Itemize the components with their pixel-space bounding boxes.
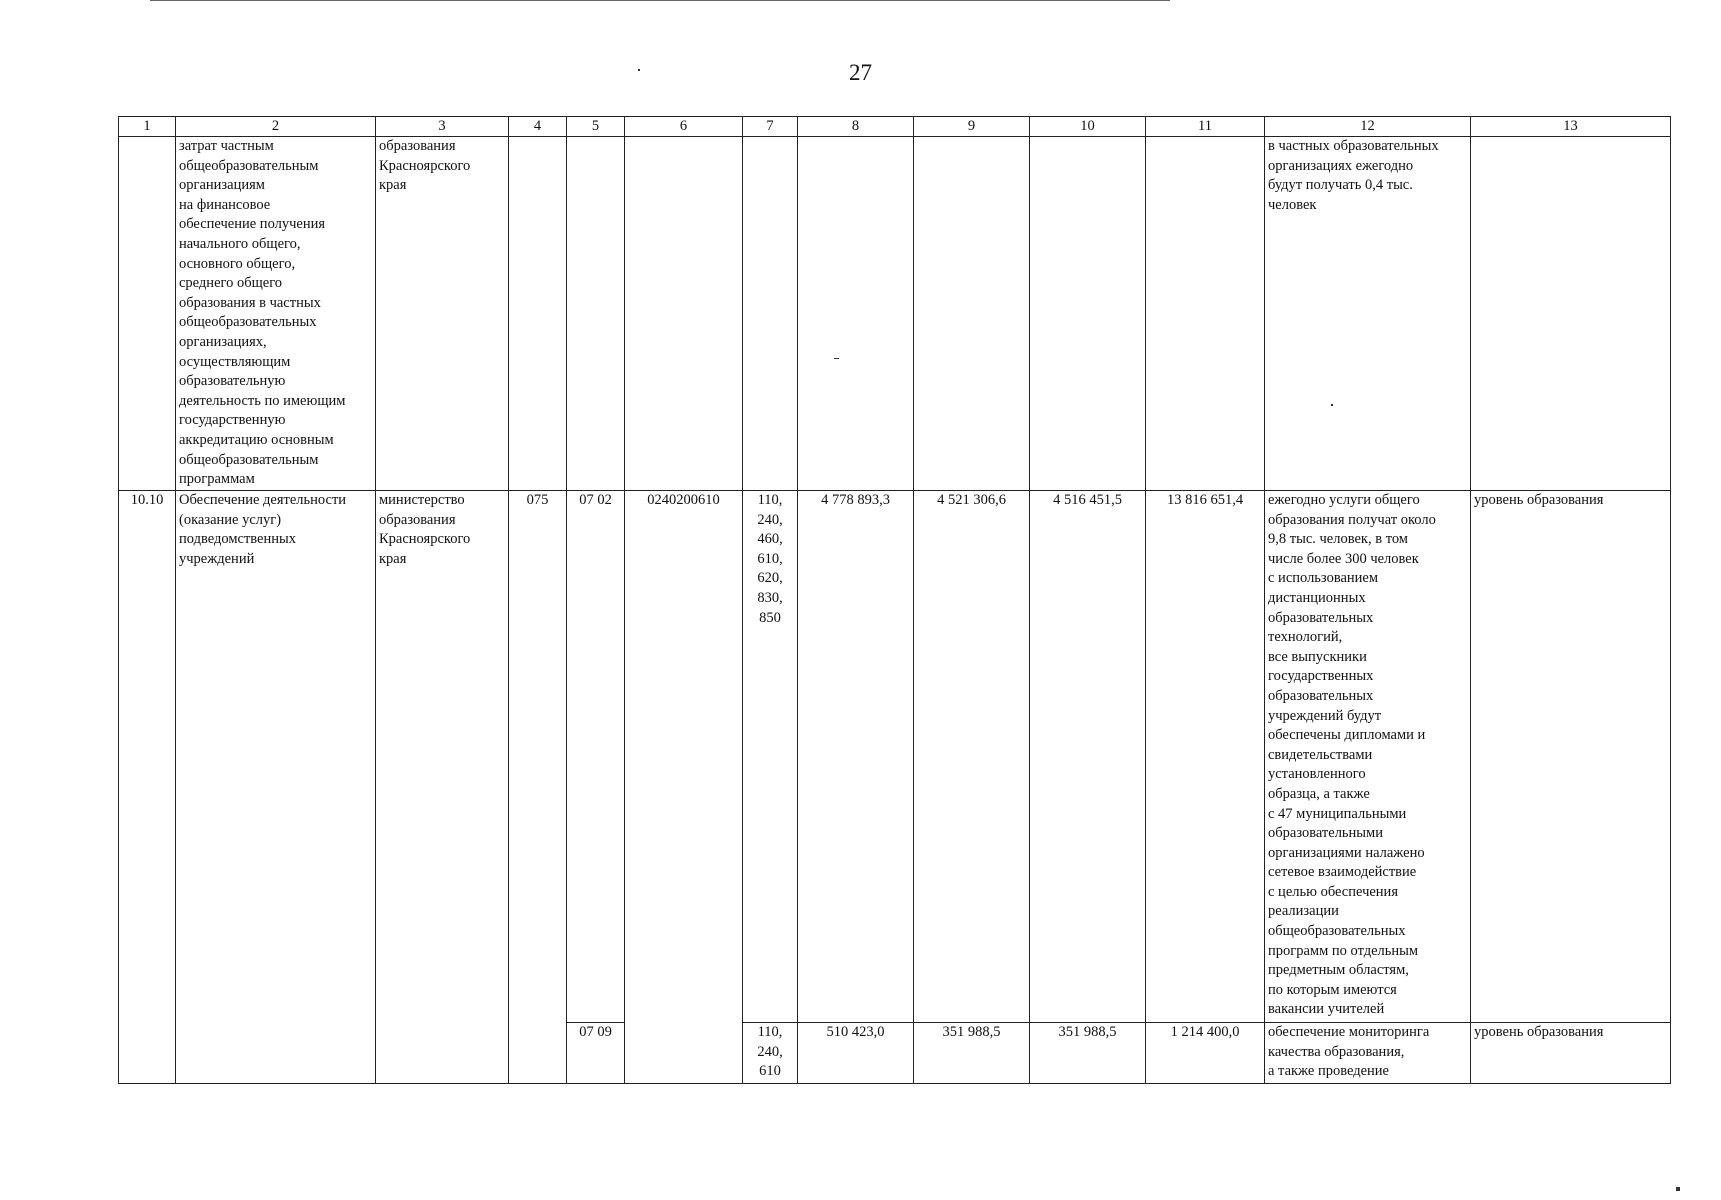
cell-expense-type: 110, 240, 460, 610, 620, 830, 850 xyxy=(743,491,798,1023)
program-table xyxy=(118,116,1671,1084)
column-header-row xyxy=(119,117,1671,137)
cell-total xyxy=(1146,137,1265,491)
cell-expected-result: ежегодно услуги общего образования получат около 9,8 тыс. человек, в том числе более 300 человек с использованием дистанционных образовательных технологий, все выпускники государственных образовательных учреждений будут обеспечены дипломами и свидетельствами установленного образца, а также с 47 муниципальными образовательными организациями налажено сетевое взаимодействие с целью обеспечения реализации общеобразовательных программ по отдельным предметным областям, по которым имеются вакансии учителей xyxy=(1265,491,1471,1023)
cell-section: 07 09 xyxy=(567,1023,625,1084)
top-rule xyxy=(150,0,1170,1)
table-row-continuation xyxy=(119,137,1671,491)
cell-year-1: 510 423,0 xyxy=(798,1023,914,1084)
cell-activity: Обеспечение деятельности (оказание услуг) подведомственных учреждений xyxy=(176,491,376,1084)
cell-expected-result: в частных образовательных организациях ежегодно будут получать 0,4 тыс. человек xyxy=(1265,137,1471,491)
cell-total: 1 214 400,0 xyxy=(1146,1023,1265,1084)
column-header: 12 xyxy=(1265,117,1471,137)
cell-year-2: 351 988,5 xyxy=(914,1023,1030,1084)
cell-grbs: 075 xyxy=(509,491,567,1084)
cell-year-1: 4 778 893,3 xyxy=(798,491,914,1023)
cell-number xyxy=(119,137,176,491)
cell-year-2: 4 521 306,6 xyxy=(914,491,1030,1023)
page-number: 27 xyxy=(849,60,872,85)
cell-grbs xyxy=(509,137,567,491)
column-header: 6 xyxy=(625,117,743,137)
cell-year-3: 4 516 451,5 xyxy=(1030,491,1146,1023)
cell-section xyxy=(567,137,625,491)
cell-year-3: 351 988,5 xyxy=(1030,1023,1146,1084)
column-header: 13 xyxy=(1471,117,1671,137)
column-header: 2 xyxy=(176,117,376,137)
cell-expected-result: обеспечение мониторинга качества образования, а также проведение xyxy=(1265,1023,1471,1084)
cell-indicator: уровень образования xyxy=(1471,1023,1671,1084)
column-header: 11 xyxy=(1146,117,1265,137)
cell-year-1 xyxy=(798,137,914,491)
cell-administrator: министерство образования Красноярского края xyxy=(376,491,509,1084)
column-header: 1 xyxy=(119,117,176,137)
column-header: 5 xyxy=(567,117,625,137)
cell-number: 10.10 xyxy=(119,491,176,1084)
column-header: 4 xyxy=(509,117,567,137)
cell-expense-type: 110, 240, 610 xyxy=(743,1023,798,1084)
table-row-10-10 xyxy=(119,491,1671,1023)
column-header: 7 xyxy=(743,117,798,137)
cell-indicator: уровень образования xyxy=(1471,491,1671,1023)
cell-administrator: образования Красноярского края xyxy=(376,137,509,491)
cell-year-2 xyxy=(914,137,1030,491)
column-header: 3 xyxy=(376,117,509,137)
cell-expense-type xyxy=(743,137,798,491)
column-header: 9 xyxy=(914,117,1030,137)
cell-target-article xyxy=(625,137,743,491)
cell-target-article: 0240200610 xyxy=(625,491,743,1084)
column-header: 8 xyxy=(798,117,914,137)
column-header: 10 xyxy=(1030,117,1146,137)
cell-indicator xyxy=(1471,137,1671,491)
cell-section: 07 02 xyxy=(567,491,625,1023)
cell-activity: затрат частным общеобразовательным организациям на финансовое обеспечение получения начального общего, основного общего, среднего общего образования в частных общеобразовательных организациях, осуществляющим образовательную деятельность по имеющим государственную аккредитацию основным общеобразовательным программам xyxy=(176,137,376,491)
cell-year-3 xyxy=(1030,137,1146,491)
cell-total: 13 816 651,4 xyxy=(1146,491,1265,1023)
